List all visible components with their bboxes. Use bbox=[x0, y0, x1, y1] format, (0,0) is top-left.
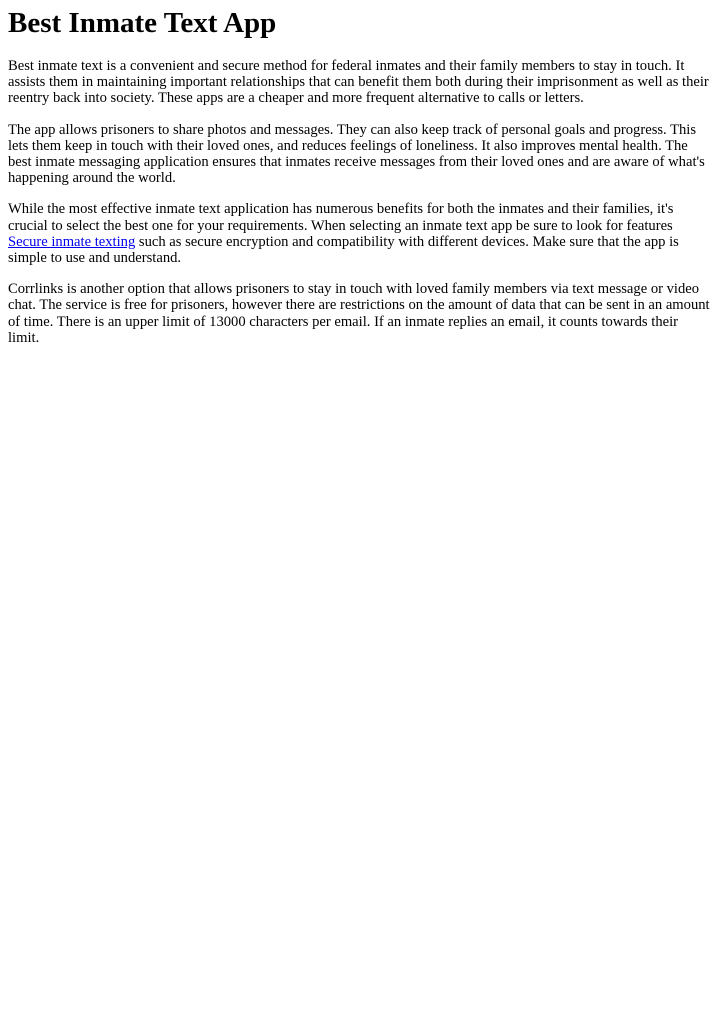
article-page bbox=[0, 6, 720, 346]
paragraph-selection-text-before: While the most effective inmate text application has numerous benefits for both the inmates and their families, it's crucial to select the best one for your requirements. When selecting an inmate text app be sure to look for features bbox=[8, 201, 674, 234]
paragraph-selection-text-after: such as secure encryption and compatibility with different devices. Make sure that the app is simple to use and understand. bbox=[8, 233, 679, 267]
paragraph-selection bbox=[8, 201, 712, 266]
secure-inmate-texting-link[interactable]: Secure inmate texting bbox=[8, 233, 136, 250]
page-title: Best Inmate Text App bbox=[8, 7, 277, 39]
paragraph-features: The app allows prisoners to share photos and messages. They can also keep track of personal goals and progress. This lets them keep in touch with their loved ones, and reduces feelings of loneliness. It also improves mental health. The best inmate messaging application ensures that inmates receive messages from their loved ones and are aware of what's happening around the world. bbox=[8, 121, 705, 187]
paragraph-intro: Best inmate text is a convenient and secure method for federal inmates and their family members to stay in touch. It assists them in maintaining important relationships that can benefit them both during their imprisonment as well as their reentry back into society. These apps are a cheaper and more frequent alternative to calls or letters. bbox=[8, 58, 709, 107]
paragraph-corrlinks: Corrlinks is another option that allows prisoners to stay in touch with loved family members via text message or video chat. The service is free for prisoners, however there are restrictions on the amount of data that can be sent in an amount of time. There is an upper limit of 13000 characters per email. If an inmate replies an email, it counts towards their limit. bbox=[8, 281, 710, 346]
